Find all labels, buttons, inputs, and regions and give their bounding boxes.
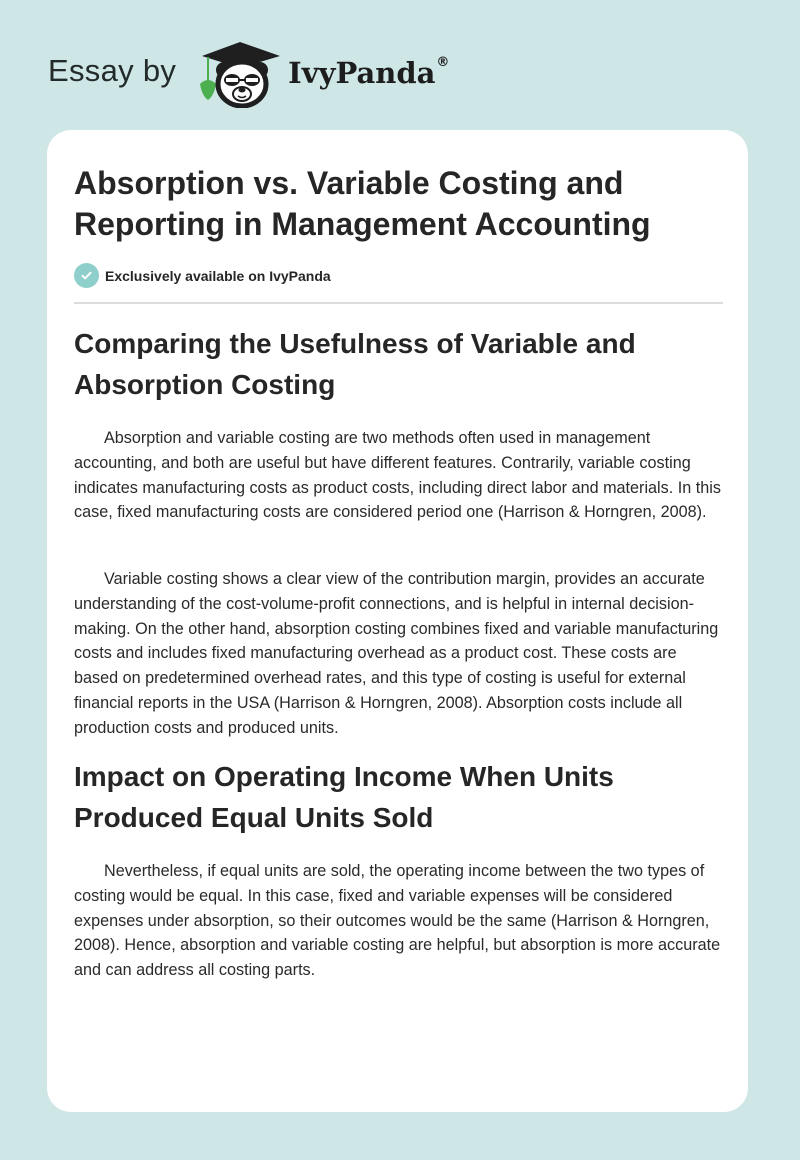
registered-mark: ® [436, 55, 450, 71]
paragraph: Absorption and variable costing are two methods often used in management accounting, and both are useful but have different features. Contrarily, variable costing indicates manufacturing costs as product costs, including direct labor and materials. In this case, fixed manufacturing costs are considered period one (Harrison & Horngren, 2008). [74, 429, 721, 522]
site-header [0, 0, 800, 130]
article-title: Absorption vs. Variable Costing and Reporting in Management Accounting [74, 165, 651, 242]
brand-name: IvyPanda® [288, 55, 450, 90]
check-circle-icon [74, 263, 99, 288]
exclusive-badge [74, 263, 331, 288]
section-heading: Comparing the Usefulness of Variable and Absorption Costing [74, 328, 636, 400]
panda-graduation-cap-icon [194, 36, 284, 108]
badge-text: Exclusively available on IvyPanda [105, 267, 331, 284]
divider [74, 302, 723, 304]
paragraph: Variable costing shows a clear view of the contribution margin, provides an accurate understanding of the cost-volume-profit connections, and is helpful in internal decision-making. On the other hand, absorption costing combines fixed and variable manufacturing costs and includes fixed manufacturing overhead as a product cost. These costs are based on predetermined overhead rates, and this type of costing is useful for external financial reports in the USA (Harrison & Horngren, 2008). Absorption costs include all production costs and produced units. [74, 570, 719, 737]
article-card [47, 130, 748, 1112]
brand-logo[interactable] [48, 36, 449, 108]
essay-by-label: Essay by [48, 53, 177, 88]
section-heading: Impact on Operating Income When Units Produced Equal Units Sold [74, 761, 614, 833]
paragraph: Nevertheless, if equal units are sold, the operating income between the two types of costing would be equal. In this case, fixed and variable expenses will be considered expenses under absorption, so their outcomes would be the same (Harrison & Horngren, 2008). Hence, absorption and variable costing are helpful, but absorption is more accurate and can address all costing parts. [74, 862, 721, 980]
